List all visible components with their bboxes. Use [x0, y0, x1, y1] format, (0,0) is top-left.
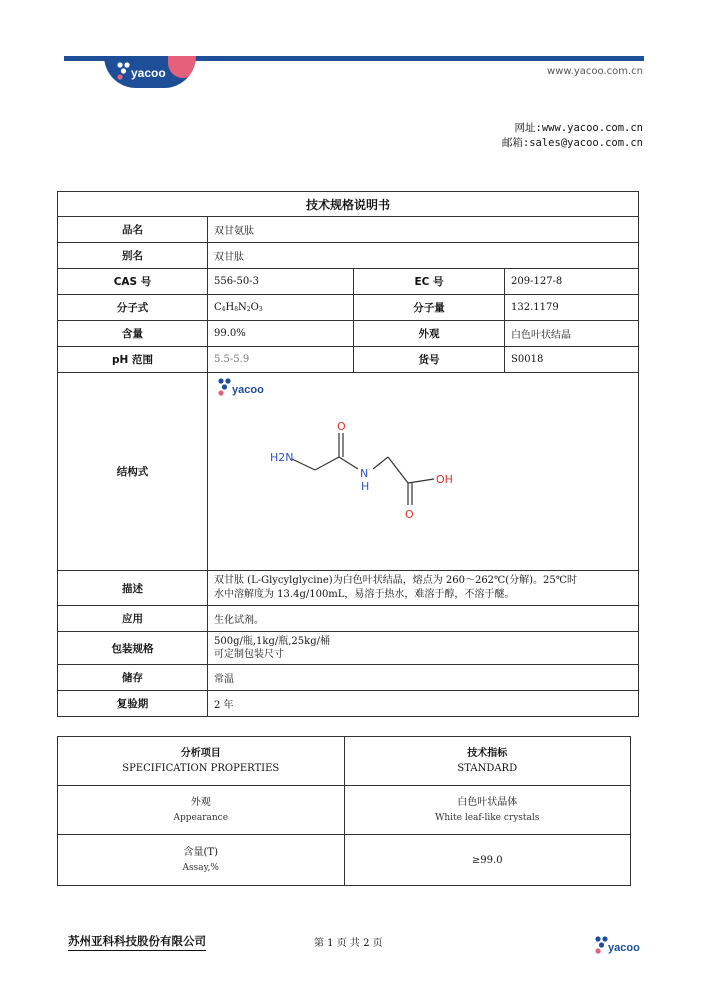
col2-cn: 技术指标	[467, 748, 508, 759]
spec-title: 技术规格说明书	[58, 192, 639, 217]
mw-label: 分子量	[354, 295, 505, 321]
retest-label: 复验期	[58, 691, 208, 717]
use-label: 应用	[58, 606, 208, 632]
atom-h: H	[361, 480, 370, 493]
storage-label: 储存	[58, 665, 208, 691]
properties-table	[57, 736, 631, 886]
pack-line-1: 500g/瓶,1kg/瓶,25kg/桶	[214, 636, 330, 647]
props-col1-header	[58, 737, 345, 786]
ph-label: pH 范围	[58, 347, 208, 373]
props-row-2-item: 含量(T) Assay,%	[58, 835, 345, 886]
col1-en: SPECIFICATION PROPERTIES	[122, 763, 280, 774]
svg-text:yacoo: yacoo	[232, 384, 264, 396]
desc-line-1: 双甘肽 (L-Glycylglycine)为白色叶状结晶，熔点为 260～262℃(分解)。25℃时	[214, 575, 577, 586]
page-number: 第 1 页 共 2 页	[314, 938, 383, 949]
content-value: 99.0%	[208, 321, 354, 347]
props-col2-header	[344, 737, 631, 786]
svg-text:yacoo: yacoo	[608, 942, 640, 954]
website-line[interactable]: 网址:www.yacoo.com.cn	[514, 122, 643, 134]
content-label: 含量	[58, 321, 208, 347]
desc-value	[208, 571, 639, 606]
storage-value: 常温	[208, 665, 639, 691]
structure-label: 结构式	[58, 373, 208, 571]
retest-value: 2 年	[208, 691, 639, 717]
structure-cell	[208, 373, 639, 571]
desc-line-2: 水中溶解度为 13.4g/100mL，易溶于热水，难溶于醇，不溶于醚。	[214, 589, 515, 600]
col1-cn: 分析项目	[180, 748, 221, 759]
site-url[interactable]: www.yacoo.com.cn	[547, 66, 643, 77]
yacoo-mini-logo-icon	[218, 378, 264, 396]
footer-logo-icon	[594, 934, 644, 956]
item-no-label: 货号	[354, 347, 505, 373]
col2-en: STANDARD	[457, 763, 518, 774]
ec-label: EC 号	[354, 269, 505, 295]
atom-oh: OH	[436, 473, 453, 486]
atom-h2n: H2N	[270, 451, 294, 464]
pack-line-2: 可定制包装尺寸	[214, 649, 284, 660]
props-row-1-standard: 白色叶状晶体 White leaf-like crystals	[344, 786, 631, 835]
header-logo	[104, 56, 196, 88]
cas-value: 556-50-3	[208, 269, 354, 295]
mw-value: 132.1179	[505, 295, 639, 321]
pack-value	[208, 632, 639, 665]
contact-info	[502, 121, 643, 151]
molecule-atoms	[270, 420, 453, 521]
props-row-2-standard: ≥99.0	[344, 835, 631, 886]
item-no-value: S0018	[505, 347, 639, 373]
name-label: 品名	[58, 217, 208, 243]
alias-label: 别名	[58, 243, 208, 269]
props-row-1-item: 外观 Appearance	[58, 786, 345, 835]
pack-label: 包装规格	[58, 632, 208, 665]
formula-value: C4H8N2O3	[208, 295, 354, 321]
yacoo-logo-icon	[116, 60, 176, 82]
svg-text:yacoo: yacoo	[131, 66, 166, 80]
atom-o-top: O	[337, 420, 346, 433]
appearance-label: 外观	[354, 321, 505, 347]
name-value: 双甘氨肽	[208, 217, 639, 243]
use-value: 生化试剂。	[208, 606, 639, 632]
desc-label: 描述	[58, 571, 208, 606]
structure-diagram	[208, 373, 638, 567]
footer-company: 苏州亚科科技股份有限公司	[68, 933, 206, 951]
ec-value: 209-127-8	[505, 269, 639, 295]
formula-label: 分子式	[58, 295, 208, 321]
spec-table	[57, 191, 639, 717]
email-line[interactable]: 邮箱:sales@yacoo.com.cn	[501, 137, 643, 149]
ph-value: 5.5-5.9	[208, 347, 354, 373]
atom-o-bottom: O	[405, 508, 414, 521]
appearance-value: 白色叶状结晶	[505, 321, 639, 347]
cas-label: CAS 号	[58, 269, 208, 295]
alias-value: 双甘肽	[208, 243, 639, 269]
atom-n: N	[360, 467, 369, 480]
